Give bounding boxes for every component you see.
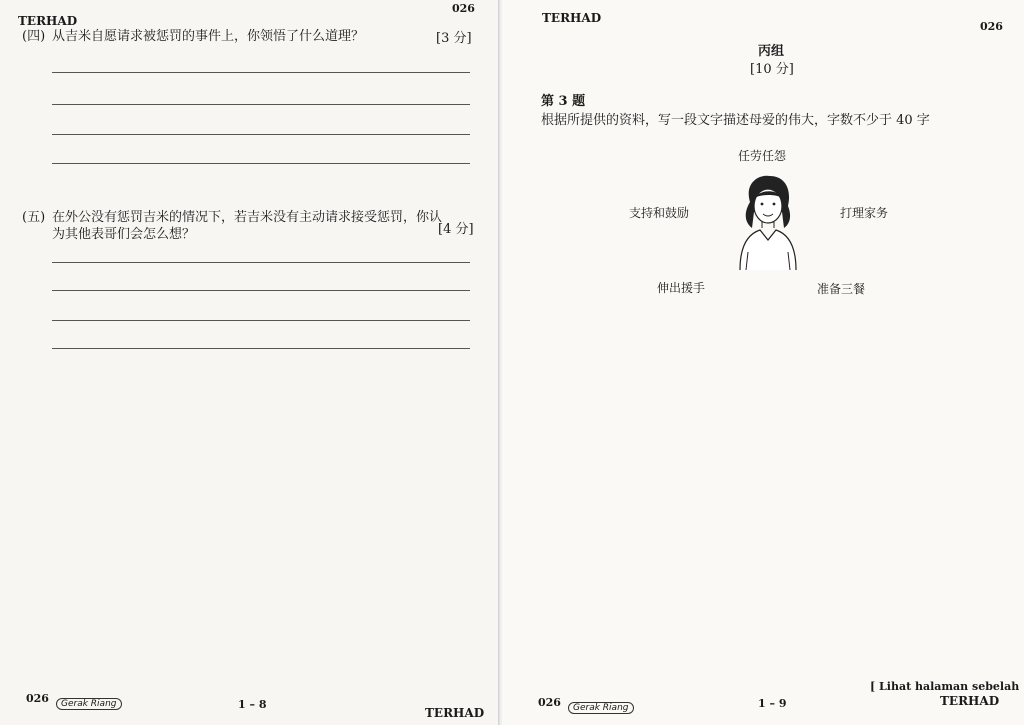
left-page: [0, 0, 500, 725]
mother-illustration: [730, 172, 806, 272]
header-label: TERHAD: [18, 14, 78, 28]
q5-text-line2: 为其他表哥们会怎么想？: [52, 227, 196, 242]
footer-code: 026: [538, 696, 561, 709]
q4-marks: [3 分]: [436, 31, 472, 46]
header-label: TERHAD: [542, 11, 602, 25]
q5-number: (五): [22, 210, 46, 225]
publisher-logo: Gerak Riang: [56, 691, 122, 710]
footer-label: TERHAD: [425, 706, 485, 720]
label-left: 支持和鼓励: [629, 206, 690, 220]
footer-code: 026: [26, 692, 49, 705]
right-page: [502, 0, 1024, 725]
publisher-logo: Gerak Riang: [568, 695, 634, 714]
page-code: 026: [980, 20, 1003, 33]
label-top: 任劳任怨: [738, 149, 787, 163]
section-title: 丙组: [758, 44, 785, 59]
q5-text-line1: 在外公没有惩罚吉米的情况下，若吉米没有主动请求接受惩罚，你认: [52, 210, 443, 225]
page-code: 026: [452, 2, 475, 15]
q4-text: 从吉米自愿请求被惩罚的事件上，你领悟了什么道理？: [52, 29, 365, 44]
answer-line[interactable]: [52, 320, 470, 321]
answer-line[interactable]: [52, 290, 470, 291]
question-title: 第 3 题: [541, 94, 586, 109]
footer-note: [ Lihat halaman sebelah: [870, 680, 1020, 693]
answer-line[interactable]: [52, 104, 470, 105]
answer-line[interactable]: [52, 134, 470, 135]
q5-marks: [4 分]: [438, 222, 474, 237]
q4-number: (四): [22, 29, 46, 44]
label-right: 打理家务: [840, 206, 889, 220]
section-marks: [10 分]: [750, 62, 794, 77]
instruction-text: 根据所提供的资料，写一段文字描述母爱的伟大，字数不少于 40 字: [541, 113, 930, 128]
answer-line[interactable]: [52, 72, 470, 73]
footer-label: TERHAD: [940, 694, 1000, 708]
label-bottom-left: 伸出援手: [657, 281, 706, 295]
footer-page-number: 1 – 8: [238, 698, 267, 711]
answer-line[interactable]: [52, 348, 470, 349]
label-bottom-right: 准备三餐: [817, 282, 866, 296]
answer-line[interactable]: [52, 262, 470, 263]
answer-line[interactable]: [52, 163, 470, 164]
footer-page-number: 1 – 9: [758, 697, 787, 710]
